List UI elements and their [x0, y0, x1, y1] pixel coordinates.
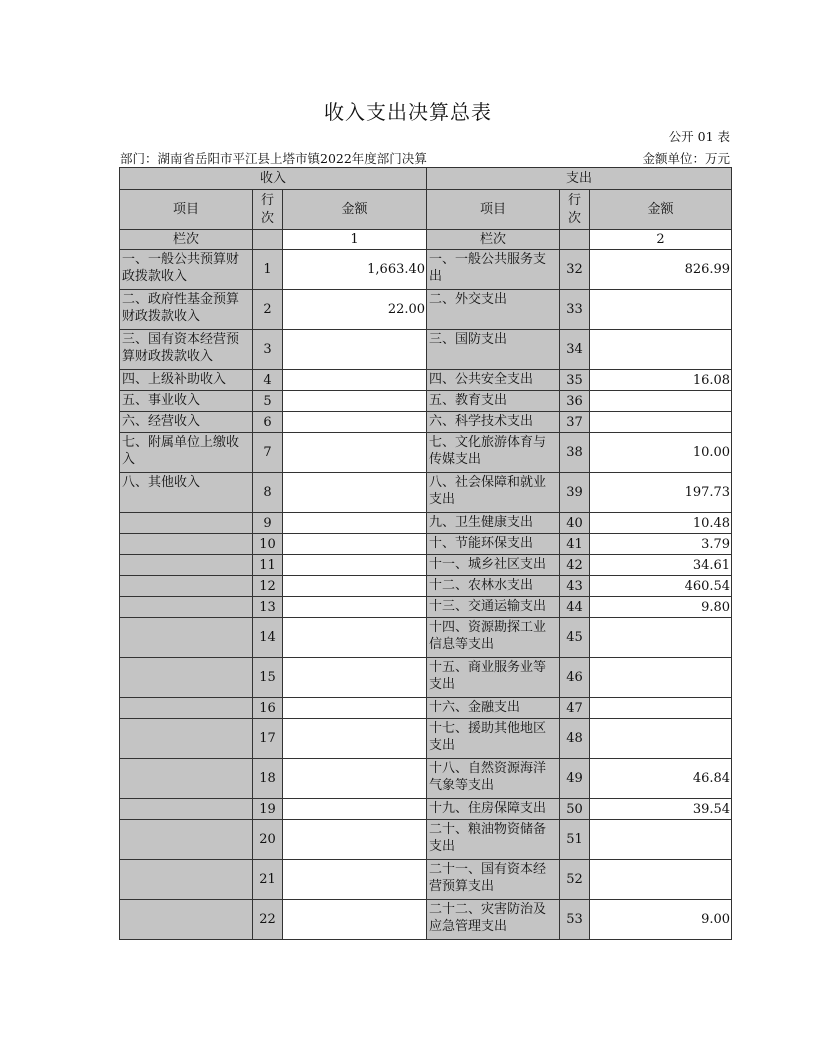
income-item — [120, 860, 253, 900]
income-amount: 22.00 — [283, 290, 427, 330]
income-amount — [283, 576, 427, 597]
expense-amount — [590, 412, 732, 433]
income-amount — [283, 698, 427, 719]
income-item — [120, 555, 253, 576]
expense-amount: 16.08 — [590, 370, 732, 391]
income-line: 1 — [253, 250, 283, 290]
expense-amount — [590, 698, 732, 719]
expense-item: 十、节能环保支出 — [427, 534, 560, 555]
table-row — [120, 900, 732, 940]
expense-amount: 10.00 — [590, 433, 732, 473]
expense-line: 35 — [560, 370, 590, 391]
income-item — [120, 597, 253, 618]
income-item — [120, 576, 253, 597]
expense-item: 四、公共安全支出 — [427, 370, 560, 391]
expense-line: 39 — [560, 473, 590, 513]
expense-amount — [590, 719, 732, 759]
expense-amount — [590, 391, 732, 412]
expense-amount: 46.84 — [590, 759, 732, 799]
income-amount — [283, 759, 427, 799]
expense-amount: 197.73 — [590, 473, 732, 513]
income-amount: 1,663.40 — [283, 250, 427, 290]
expense-item: 八、社会保障和就业支出 — [427, 473, 560, 513]
expense-line: 52 — [560, 860, 590, 900]
expense-item: 九、卫生健康支出 — [427, 513, 560, 534]
income-line: 13 — [253, 597, 283, 618]
income-line: 14 — [253, 618, 283, 658]
expense-amount-header: 金额 — [590, 190, 732, 230]
income-amount — [283, 513, 427, 534]
expense-amount: 826.99 — [590, 250, 732, 290]
expense-item: 十三、交通运输支出 — [427, 597, 560, 618]
income-line: 8 — [253, 473, 283, 513]
income-line: 5 — [253, 391, 283, 412]
income-item: 六、经营收入 — [120, 412, 253, 433]
table-row — [120, 860, 732, 900]
income-line: 21 — [253, 860, 283, 900]
amount-unit-label: 金额单位：万元 — [642, 151, 730, 166]
income-line: 4 — [253, 370, 283, 391]
column-index-row — [120, 230, 732, 250]
income-item — [120, 534, 253, 555]
income-line: 20 — [253, 820, 283, 860]
income-col-label: 栏次 — [120, 230, 253, 250]
expense-item: 六、科学技术支出 — [427, 412, 560, 433]
table-row — [120, 597, 732, 618]
expense-line: 49 — [560, 759, 590, 799]
income-amount — [283, 555, 427, 576]
expense-item: 二十、粮油物资储备支出 — [427, 820, 560, 860]
expense-line: 32 — [560, 250, 590, 290]
income-amount — [283, 860, 427, 900]
income-amount — [283, 900, 427, 940]
expense-line: 46 — [560, 658, 590, 698]
expense-item: 三、国防支出 — [427, 330, 560, 370]
income-item — [120, 719, 253, 759]
income-amount — [283, 658, 427, 698]
income-amount — [283, 370, 427, 391]
expense-col-label: 栏次 — [427, 230, 560, 250]
table-row — [120, 719, 732, 759]
expense-amount: 3.79 — [590, 534, 732, 555]
table-row — [120, 658, 732, 698]
expense-line: 41 — [560, 534, 590, 555]
expense-item: 十六、金融支出 — [427, 698, 560, 719]
income-line: 22 — [253, 900, 283, 940]
expense-line: 44 — [560, 597, 590, 618]
income-amount — [283, 473, 427, 513]
table-row — [120, 513, 732, 534]
income-line: 17 — [253, 719, 283, 759]
income-item — [120, 799, 253, 820]
expense-col-line-blank — [560, 230, 590, 250]
income-line-header: 行次 — [253, 190, 283, 230]
expense-amount — [590, 860, 732, 900]
expense-line: 33 — [560, 290, 590, 330]
table-row — [120, 820, 732, 860]
income-amount — [283, 597, 427, 618]
expense-amount: 460.54 — [590, 576, 732, 597]
income-amount — [283, 534, 427, 555]
income-amount — [283, 433, 427, 473]
expense-item: 二十一、国有资本经营预算支出 — [427, 860, 560, 900]
expense-item: 二十二、灾害防治及应急管理支出 — [427, 900, 560, 940]
income-amount — [283, 820, 427, 860]
income-item — [120, 820, 253, 860]
table-row — [120, 576, 732, 597]
income-item: 五、事业收入 — [120, 391, 253, 412]
table-row — [120, 555, 732, 576]
expense-amount: 9.00 — [590, 900, 732, 940]
expense-amount — [590, 820, 732, 860]
income-amount — [283, 719, 427, 759]
income-item — [120, 513, 253, 534]
income-item: 三、国有资本经营预算财政拨款收入 — [120, 330, 253, 370]
income-item-header: 项目 — [120, 190, 253, 230]
income-amount — [283, 799, 427, 820]
expense-amount — [590, 290, 732, 330]
column-header-row — [120, 190, 732, 230]
table-row — [120, 473, 732, 513]
expense-line: 37 — [560, 412, 590, 433]
expense-line: 45 — [560, 618, 590, 658]
income-item — [120, 658, 253, 698]
table-row — [120, 412, 732, 433]
expense-item: 十七、援助其他地区支出 — [427, 719, 560, 759]
table-row — [120, 433, 732, 473]
income-item: 四、上级补助收入 — [120, 370, 253, 391]
expense-item: 七、文化旅游体育与传媒支出 — [427, 433, 560, 473]
income-line: 11 — [253, 555, 283, 576]
income-amount — [283, 412, 427, 433]
expense-line: 36 — [560, 391, 590, 412]
expense-item-header: 项目 — [427, 190, 560, 230]
expense-amount: 34.61 — [590, 555, 732, 576]
expense-line: 51 — [560, 820, 590, 860]
income-item: 七、附属单位上缴收入 — [120, 433, 253, 473]
income-item — [120, 759, 253, 799]
income-item: 二、政府性基金预算财政拨款收入 — [120, 290, 253, 330]
expense-item: 十一、城乡社区支出 — [427, 555, 560, 576]
expense-line: 50 — [560, 799, 590, 820]
income-line: 12 — [253, 576, 283, 597]
expense-item: 十四、资源勘探工业信息等支出 — [427, 618, 560, 658]
expense-amount: 9.80 — [590, 597, 732, 618]
table-row — [120, 698, 732, 719]
income-line: 10 — [253, 534, 283, 555]
expense-amount: 10.48 — [590, 513, 732, 534]
department-label: 部门：湖南省岳阳市平江县上塔市镇2022年度部门决算 — [120, 151, 427, 166]
expense-item: 二、外交支出 — [427, 290, 560, 330]
expense-line: 48 — [560, 719, 590, 759]
table-row — [120, 799, 732, 820]
expense-item: 十九、住房保障支出 — [427, 799, 560, 820]
expense-line: 53 — [560, 900, 590, 940]
expense-amount — [590, 618, 732, 658]
expense-item: 一、一般公共服务支出 — [427, 250, 560, 290]
income-section-header: 收入 — [120, 168, 427, 190]
expense-line: 34 — [560, 330, 590, 370]
expense-item: 十五、商业服务业等支出 — [427, 658, 560, 698]
table-row — [120, 759, 732, 799]
table-row — [120, 534, 732, 555]
income-item — [120, 698, 253, 719]
income-line: 7 — [253, 433, 283, 473]
expense-amount — [590, 330, 732, 370]
income-line: 15 — [253, 658, 283, 698]
income-line: 9 — [253, 513, 283, 534]
income-line: 19 — [253, 799, 283, 820]
income-item: 一、一般公共预算财政拨款收入 — [120, 250, 253, 290]
expense-line: 42 — [560, 555, 590, 576]
income-col-line-blank — [253, 230, 283, 250]
income-item — [120, 618, 253, 658]
expense-line: 38 — [560, 433, 590, 473]
expense-col-index: 2 — [590, 230, 732, 250]
income-line: 3 — [253, 330, 283, 370]
page-title: 收入支出决算总表 — [324, 100, 492, 124]
table-row — [120, 250, 732, 290]
expense-amount — [590, 658, 732, 698]
table-row — [120, 391, 732, 412]
income-line: 18 — [253, 759, 283, 799]
income-expense-table — [119, 167, 732, 940]
income-line: 2 — [253, 290, 283, 330]
expense-item: 十二、农林水支出 — [427, 576, 560, 597]
income-line: 6 — [253, 412, 283, 433]
table-row — [120, 290, 732, 330]
expense-line: 40 — [560, 513, 590, 534]
table-row — [120, 370, 732, 391]
expense-item: 五、教育支出 — [427, 391, 560, 412]
income-amount-header: 金额 — [283, 190, 427, 230]
expense-amount: 39.54 — [590, 799, 732, 820]
section-header-row — [120, 168, 732, 190]
income-amount — [283, 618, 427, 658]
income-amount — [283, 330, 427, 370]
income-item: 八、其他收入 — [120, 473, 253, 513]
expense-line: 47 — [560, 698, 590, 719]
expense-line-header: 行次 — [560, 190, 590, 230]
income-item — [120, 900, 253, 940]
income-line: 16 — [253, 698, 283, 719]
expense-item: 十八、自然资源海洋气象等支出 — [427, 759, 560, 799]
expense-section-header: 支出 — [427, 168, 732, 190]
table-row — [120, 330, 732, 370]
income-col-index: 1 — [283, 230, 427, 250]
income-amount — [283, 391, 427, 412]
table-row — [120, 618, 732, 658]
form-number: 公开 01 表 — [668, 129, 730, 144]
expense-line: 43 — [560, 576, 590, 597]
